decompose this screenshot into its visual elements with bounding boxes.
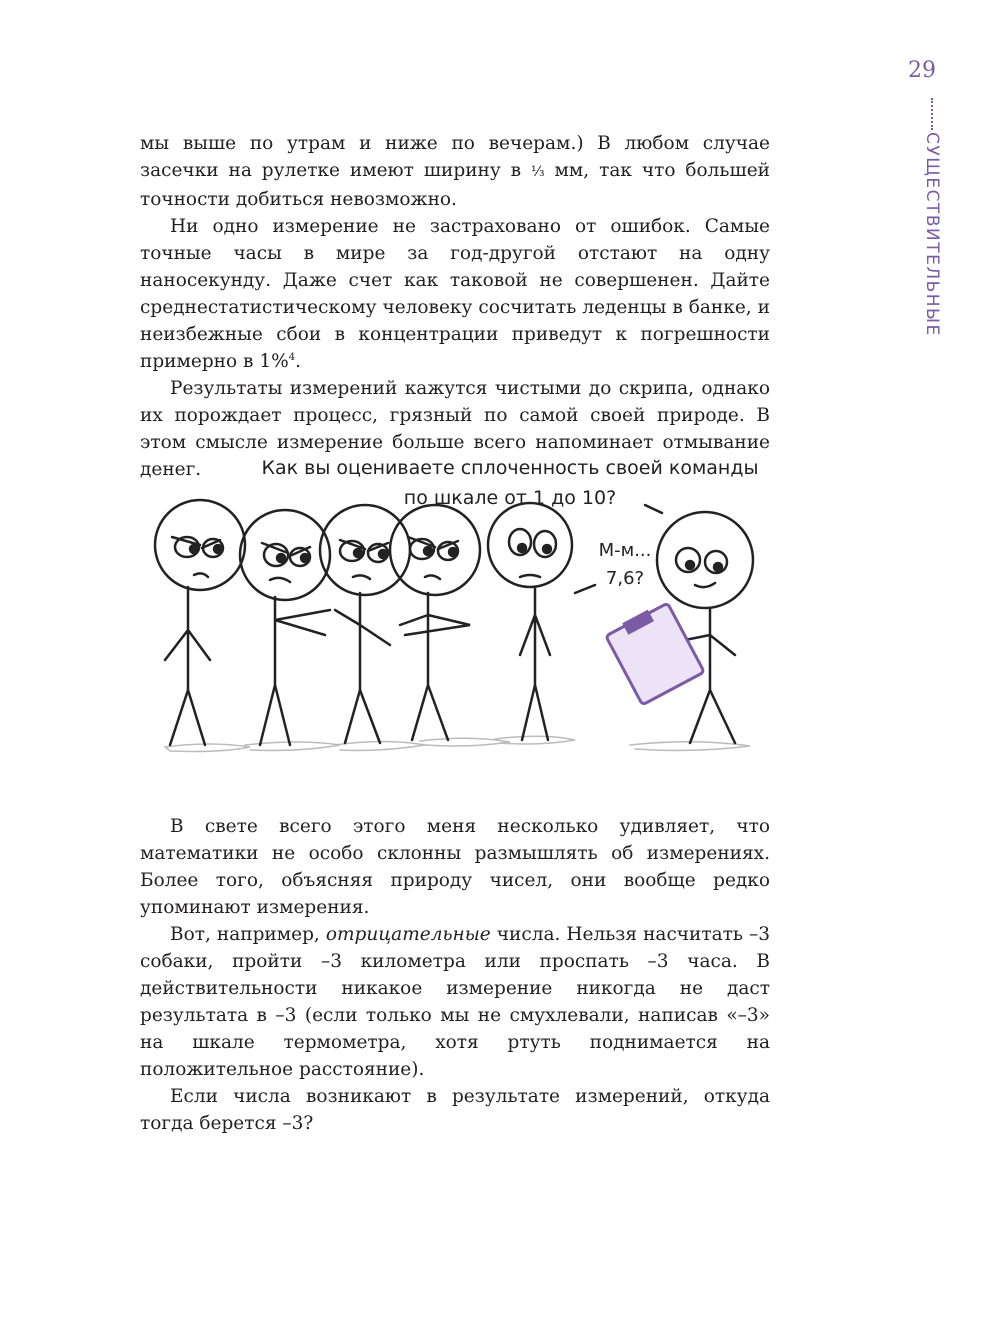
stick-figure-illustration — [150, 445, 790, 765]
page-number: 29 — [908, 58, 936, 83]
stick-figure-3 — [320, 505, 410, 743]
stick-figure-1 — [155, 500, 245, 745]
stick-figure-5 — [488, 503, 595, 740]
paragraph-2: Ни одно измерение не застраховано от ошибок. Самые точные часы в мире за год-другой отстают на одну наносекунду. Даже счет как таковой не совершенен. Дайте среднестатистическому человеку сосчитать леденцы в банке, и неизбежные сбои в концентрации приведут к погрешности примерно в 1%$^4$. — [140, 216, 770, 372]
paragraph-4: В свете всего этого меня несколько удивляет, что математики не особо склонны размышлять об измерениях. Более того, объясняя природу чисел, они вообще редко упоминают измерения. — [140, 816, 770, 918]
paragraph-6: Если числа возникают в результате измерений, откуда тогда берется –3? — [140, 1086, 770, 1134]
paragraph-1: мы выше по утрам и ниже по вечерам.) В любом случае засечки на рулетке имеют ширину в ⅓ мм, так что большей точности добиться невозможно. — [140, 133, 770, 210]
dotted-rule — [931, 98, 933, 130]
stick-figure-2 — [240, 510, 330, 745]
text-block-top — [140, 130, 770, 483]
ground-shading — [165, 736, 750, 751]
running-head — [922, 98, 942, 337]
section-label: СУЩЕСТВИТЕЛЬНЫЕ — [922, 132, 942, 337]
fraction-one-third: ⅓ — [531, 164, 545, 180]
paragraph-5: Вот, например, отрицательные числа. Нельзя насчитать –3 собаки, пройти –3 километра или проспать –3 часа. В действительности никакое измерение никогда не даст результата в –3 (если только мы не смухлевали, написав «–3» на шкале термометра, хотя ртуть поднимается на положительное расстояние). — [140, 924, 770, 1080]
text-block-bottom — [140, 813, 770, 1137]
clipboard-icon — [606, 603, 704, 705]
stick-figure-4 — [390, 505, 480, 740]
speech-question: Как вы оцениваете сплоченность своей команды по шкале от 1 до 10? — [261, 457, 759, 509]
footnote-ref[interactable]: 4 — [288, 351, 296, 363]
speech-answer: М-м... 7,6? — [598, 540, 652, 589]
emphasis: отрицательные — [325, 924, 491, 945]
paragraph-3: Результаты измерений кажутся чистыми до скрипа, однако их порождает процесс, грязный по самой своей природе. В этом смысле измерение больше всего напоминает отмывание денег. — [140, 378, 770, 480]
